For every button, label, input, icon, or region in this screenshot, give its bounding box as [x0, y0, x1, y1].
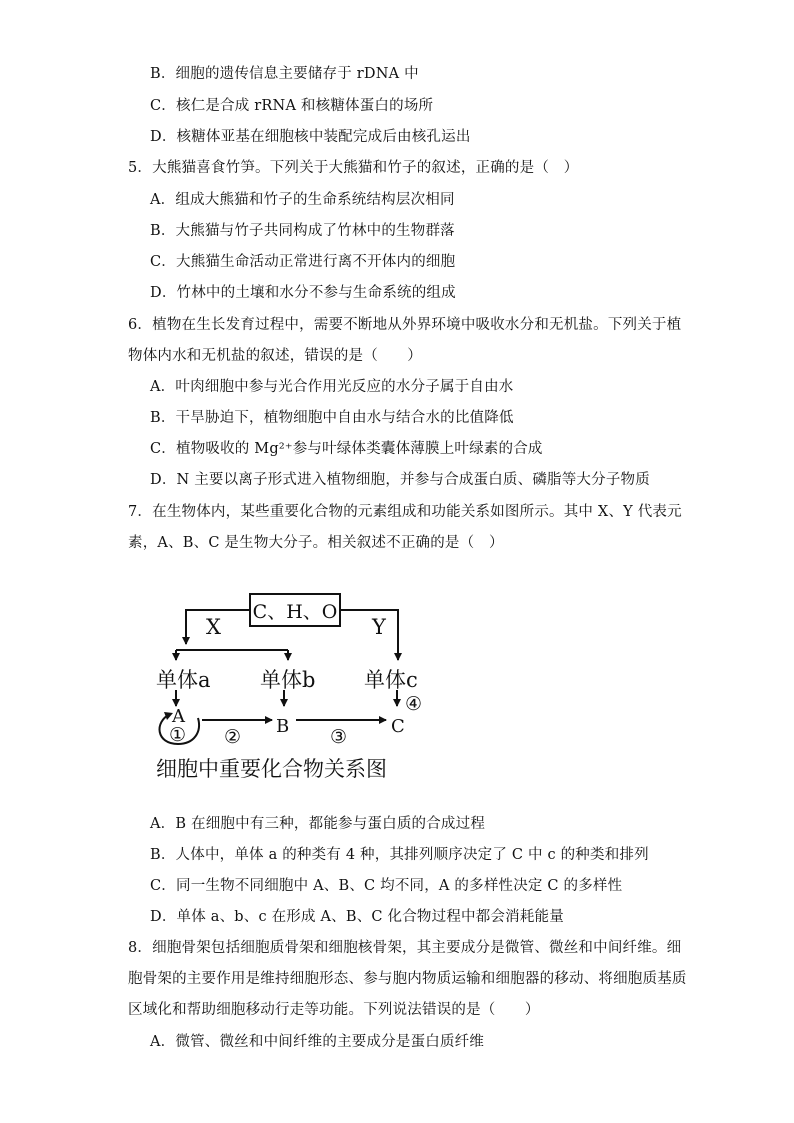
q6-option-d: D．N 主要以离子形式进入植物细胞，并参与合成蛋白质、磷脂等大分子物质 [150, 472, 650, 488]
q7-stem-line2: 素，A、B、C 是生物大分子。相关叙述不正确的是（ ） [128, 535, 504, 551]
mark-1: ① [169, 724, 187, 746]
q7-option-b: B．人体中，单体 a 的种类有 4 种，其排列顺序决定了 C 中 c 的种类和排列 [150, 847, 649, 863]
y-label: Y [372, 615, 386, 639]
node-b: B [276, 716, 290, 737]
q8-stem-line1: 8．细胞骨架包括细胞质骨架和细胞核骨架，其主要成分是微管、微丝和中间纤维。细 [128, 940, 682, 956]
mark-3: ③ [330, 726, 348, 748]
q6-option-a: A．叶肉细胞中参与光合作用光反应的水分子属于自由水 [150, 379, 514, 395]
q4-option-b: B．细胞的遗传信息主要储存于 rDNA 中 [150, 66, 419, 82]
monomer-b-label: 单体b [260, 668, 316, 692]
mark-2: ② [224, 726, 242, 748]
node-c: C [391, 716, 405, 737]
q7-stem-line1: 7．在生物体内，某些重要化合物的元素组成和功能关系如图所示。其中 X、Y 代表元 [128, 504, 682, 520]
q8-stem-line2: 胞骨架的主要作用是维持细胞形态、参与胞内物质运输和细胞器的移动、将细胞质基质 [128, 971, 687, 987]
monomer-a-label: 单体a [156, 668, 211, 692]
mark-4: ④ [405, 693, 423, 715]
q8-option-a: A．微管、微丝和中间纤维的主要成分是蛋白质纤维 [150, 1034, 485, 1050]
diagram-caption: 细胞中重要化合物关系图 [156, 757, 387, 781]
q5-stem: 5．大熊猫喜食竹笋。下列关于大熊猫和竹子的叙述，正确的是（ ） [128, 160, 579, 176]
node-a: A [172, 706, 185, 727]
compound-relationship-diagram [148, 586, 438, 786]
q5-option-a: A．组成大熊猫和竹子的生命系统结构层次相同 [150, 192, 455, 208]
q7-option-a: A．B 在细胞中有三种，都能参与蛋白质的合成过程 [150, 816, 486, 832]
arrow-to-monomer-c [340, 610, 398, 660]
elements-box-label: C、H、O [252, 601, 338, 623]
q5-option-c: C．大熊猫生命活动正常进行离不开体内的细胞 [150, 254, 456, 270]
q5-option-d: D．竹林中的土壤和水分不参与生命系统的组成 [150, 285, 456, 301]
q6-option-b: B．干旱胁迫下，植物细胞中自由水与结合水的比值降低 [150, 410, 514, 426]
q6-stem-line1: 6．植物在生长发育过程中，需要不断地从外界环境中吸收水分和无机盐。下列关于植 [128, 317, 682, 333]
monomer-c-label: 单体c [364, 668, 418, 692]
q6-stem-line2: 物体内水和无机盐的叙述，错误的是（ ） [128, 348, 422, 364]
q7-option-d: D．单体 a、b、c 在形成 A、B、C 化合物过程中都会消耗能量 [150, 909, 564, 925]
q8-stem-line3: 区域化和帮助细胞移动行走等功能。下列说法错误的是（ ） [128, 1002, 540, 1018]
q4-option-d: D．核糖体亚基在细胞核中装配完成后由核孔运出 [150, 129, 471, 145]
q5-option-b: B．大熊猫与竹子共同构成了竹林中的生物群落 [150, 223, 455, 239]
x-label: X [206, 615, 221, 639]
q4-option-c: C．核仁是合成 rRNA 和核糖体蛋白的场所 [150, 98, 434, 114]
q6-option-c: C．植物吸收的 Mg²⁺参与叶绿体类囊体薄膜上叶绿素的合成 [150, 441, 543, 457]
q7-option-c: C．同一生物不同细胞中 A、B、C 均不同，A 的多样性决定 C 的多样性 [150, 878, 623, 894]
